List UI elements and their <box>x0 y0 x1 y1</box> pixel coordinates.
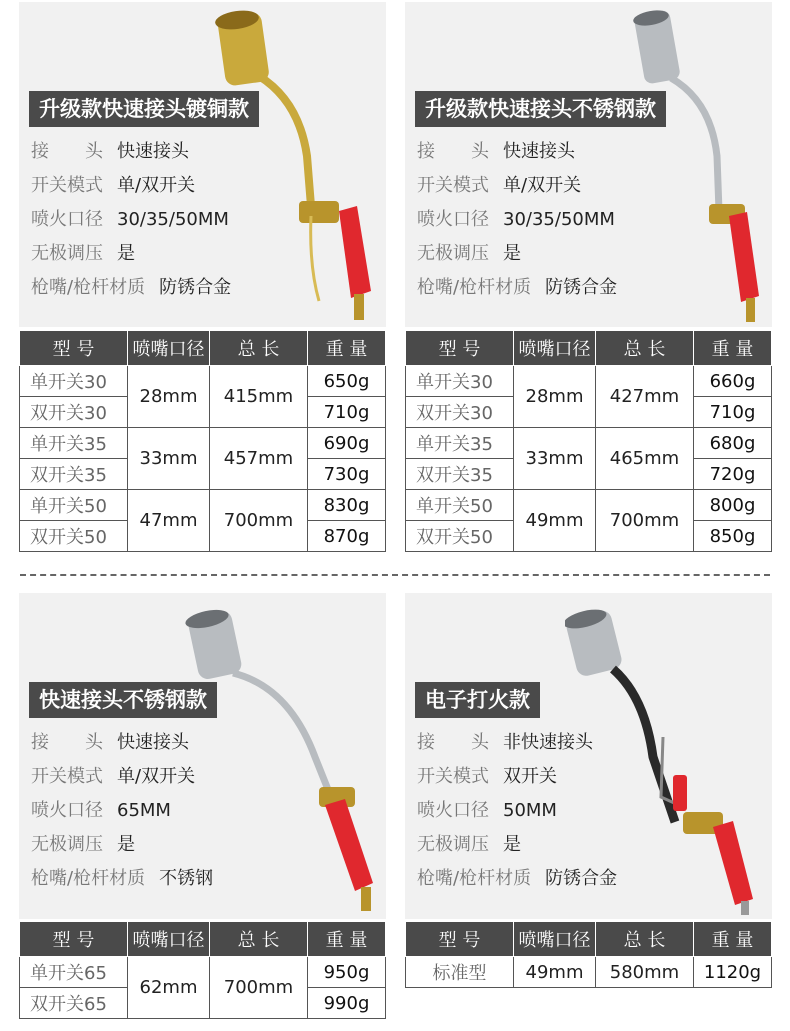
diameter-cell: 33mm <box>128 428 210 490</box>
spec-label: 枪嘴/枪杆材质 <box>31 277 146 298</box>
spec-material <box>417 273 617 303</box>
spec-value: 快速接头 <box>117 141 189 162</box>
model-cell: 双开关65 <box>20 988 128 1019</box>
spec-label: 开关模式 <box>31 766 103 787</box>
model-cell: 单开关30 <box>406 366 514 397</box>
header-weight: 重 量 <box>308 331 386 366</box>
model-cell: 双开关35 <box>20 459 128 490</box>
model-cell: 单开关35 <box>20 428 128 459</box>
diameter-cell: 49mm <box>514 490 596 552</box>
product-title: 升级款快速接头不锈钢款 <box>415 91 666 127</box>
spec-value: 不锈钢 <box>159 868 214 889</box>
spec-label: 接 头 <box>31 141 103 162</box>
weight-cell: 730g <box>308 459 386 490</box>
model-cell: 双开关50 <box>20 521 128 552</box>
weight-cell: 950g <box>308 957 386 988</box>
spec-pressure <box>31 239 135 269</box>
spec-connector <box>417 137 575 167</box>
spec-switch <box>417 171 581 201</box>
spec-value: 防锈合金 <box>545 277 618 298</box>
spec-connector <box>31 137 189 167</box>
diameter-cell: 33mm <box>514 428 596 490</box>
weight-cell: 650g <box>308 366 386 397</box>
header-model: 型 号 <box>406 331 514 366</box>
weight-cell: 660g <box>694 366 772 397</box>
spec-label: 喷火口径 <box>417 800 489 821</box>
spec-nozzle <box>417 205 615 235</box>
spec-switch <box>31 171 195 201</box>
model-cell: 双开关30 <box>406 397 514 428</box>
spec-table <box>405 921 772 988</box>
weight-cell: 710g <box>308 397 386 428</box>
spec-label: 枪嘴/枪杆材质 <box>417 868 532 889</box>
spec-nozzle <box>417 796 557 826</box>
diameter-cell: 49mm <box>514 957 596 988</box>
model-cell: 单开关35 <box>406 428 514 459</box>
spec-label: 无极调压 <box>31 243 103 264</box>
spec-label: 接 头 <box>31 732 103 753</box>
spec-value: 单/双开关 <box>117 175 196 196</box>
spec-switch <box>417 762 557 792</box>
table-row <box>406 366 772 397</box>
spec-value: 单/双开关 <box>503 175 582 196</box>
weight-cell: 800g <box>694 490 772 521</box>
spec-value: 30/35/50MM <box>503 209 615 230</box>
product-card-steel <box>19 593 386 1023</box>
weight-cell: 710g <box>694 397 772 428</box>
table-row <box>20 366 386 397</box>
table-row <box>20 490 386 521</box>
header-length: 总 长 <box>210 331 308 366</box>
length-cell: 465mm <box>596 428 694 490</box>
table-row <box>406 490 772 521</box>
length-cell: 700mm <box>210 490 308 552</box>
spec-label: 枪嘴/枪杆材质 <box>417 277 532 298</box>
spec-value: 是 <box>503 834 521 855</box>
spec-table <box>19 330 386 552</box>
spec-value: 65MM <box>117 800 171 821</box>
weight-cell: 830g <box>308 490 386 521</box>
length-cell: 415mm <box>210 366 308 428</box>
weight-cell: 1120g <box>694 957 772 988</box>
spec-label: 接 头 <box>417 732 489 753</box>
length-cell: 700mm <box>596 490 694 552</box>
spec-value: 单/双开关 <box>117 766 196 787</box>
header-length: 总 长 <box>596 331 694 366</box>
spec-material <box>31 864 213 894</box>
weight-cell: 850g <box>694 521 772 552</box>
product-card-steel-upgraded <box>405 2 772 558</box>
diameter-cell: 62mm <box>128 957 210 1019</box>
spec-label: 开关模式 <box>417 175 489 196</box>
spec-label: 开关模式 <box>31 175 103 196</box>
spec-label: 喷火口径 <box>31 800 103 821</box>
spec-nozzle <box>31 796 171 826</box>
spec-label: 接 头 <box>417 141 489 162</box>
spec-value: 是 <box>117 243 135 264</box>
model-cell: 双开关30 <box>20 397 128 428</box>
spec-label: 喷火口径 <box>417 209 489 230</box>
header-diameter: 喷嘴口径 <box>128 922 210 957</box>
spec-table <box>19 921 386 1019</box>
spec-label: 开关模式 <box>417 766 489 787</box>
spec-table <box>405 330 772 552</box>
table-header-row <box>406 331 772 366</box>
weight-cell: 870g <box>308 521 386 552</box>
spec-connector <box>31 728 189 758</box>
table-row <box>406 957 772 988</box>
spec-value: 非快速接头 <box>503 732 593 753</box>
model-cell: 单开关30 <box>20 366 128 397</box>
spec-label: 无极调压 <box>417 243 489 264</box>
model-cell: 单开关65 <box>20 957 128 988</box>
weight-cell: 690g <box>308 428 386 459</box>
header-weight: 重 量 <box>694 331 772 366</box>
header-model: 型 号 <box>20 331 128 366</box>
table-header-row <box>406 922 772 957</box>
spec-material <box>417 864 617 894</box>
table-row <box>20 957 386 988</box>
model-cell: 单开关50 <box>406 490 514 521</box>
spec-switch <box>31 762 195 792</box>
spec-connector <box>417 728 593 758</box>
product-title: 快速接头不锈钢款 <box>29 682 217 718</box>
weight-cell: 680g <box>694 428 772 459</box>
spec-value: 防锈合金 <box>159 277 232 298</box>
weight-cell: 990g <box>308 988 386 1019</box>
table-header-row <box>20 331 386 366</box>
header-weight: 重 量 <box>308 922 386 957</box>
header-diameter: 喷嘴口径 <box>514 922 596 957</box>
spec-value: 是 <box>503 243 521 264</box>
spec-label: 枪嘴/枪杆材质 <box>31 868 146 889</box>
header-length: 总 长 <box>596 922 694 957</box>
spec-pressure <box>417 830 521 860</box>
diameter-cell: 47mm <box>128 490 210 552</box>
model-cell: 双开关35 <box>406 459 514 490</box>
spec-value: 快速接头 <box>503 141 575 162</box>
table-row <box>20 428 386 459</box>
header-length: 总 长 <box>210 922 308 957</box>
spec-label: 无极调压 <box>31 834 103 855</box>
model-cell: 双开关50 <box>406 521 514 552</box>
table-header-row <box>20 922 386 957</box>
model-cell: 单开关50 <box>20 490 128 521</box>
header-weight: 重 量 <box>694 922 772 957</box>
header-diameter: 喷嘴口径 <box>514 331 596 366</box>
header-diameter: 喷嘴口径 <box>128 331 210 366</box>
spec-value: 50MM <box>503 800 557 821</box>
length-cell: 427mm <box>596 366 694 428</box>
steel-torch-image <box>625 6 775 326</box>
product-title: 升级款快速接头镀铜款 <box>29 91 259 127</box>
spec-value: 30/35/50MM <box>117 209 229 230</box>
table-row <box>406 428 772 459</box>
spec-value: 是 <box>117 834 135 855</box>
length-cell: 580mm <box>596 957 694 988</box>
spec-value: 防锈合金 <box>545 868 618 889</box>
length-cell: 457mm <box>210 428 308 490</box>
diameter-cell: 28mm <box>514 366 596 428</box>
spec-material <box>31 273 231 303</box>
spec-label: 无极调压 <box>417 834 489 855</box>
spec-value: 快速接头 <box>117 732 189 753</box>
length-cell: 700mm <box>210 957 308 1019</box>
header-model: 型 号 <box>20 922 128 957</box>
product-title: 电子打火款 <box>415 682 540 718</box>
diameter-cell: 28mm <box>128 366 210 428</box>
product-card-electronic <box>405 593 772 993</box>
spec-value: 双开关 <box>503 766 557 787</box>
header-model: 型 号 <box>406 922 514 957</box>
spec-pressure <box>31 830 135 860</box>
spec-pressure <box>417 239 521 269</box>
spec-label: 喷火口径 <box>31 209 103 230</box>
weight-cell: 720g <box>694 459 772 490</box>
spec-nozzle <box>31 205 229 235</box>
product-card-brass <box>19 2 386 558</box>
model-cell: 标准型 <box>406 957 514 988</box>
dashed-divider <box>20 574 770 576</box>
